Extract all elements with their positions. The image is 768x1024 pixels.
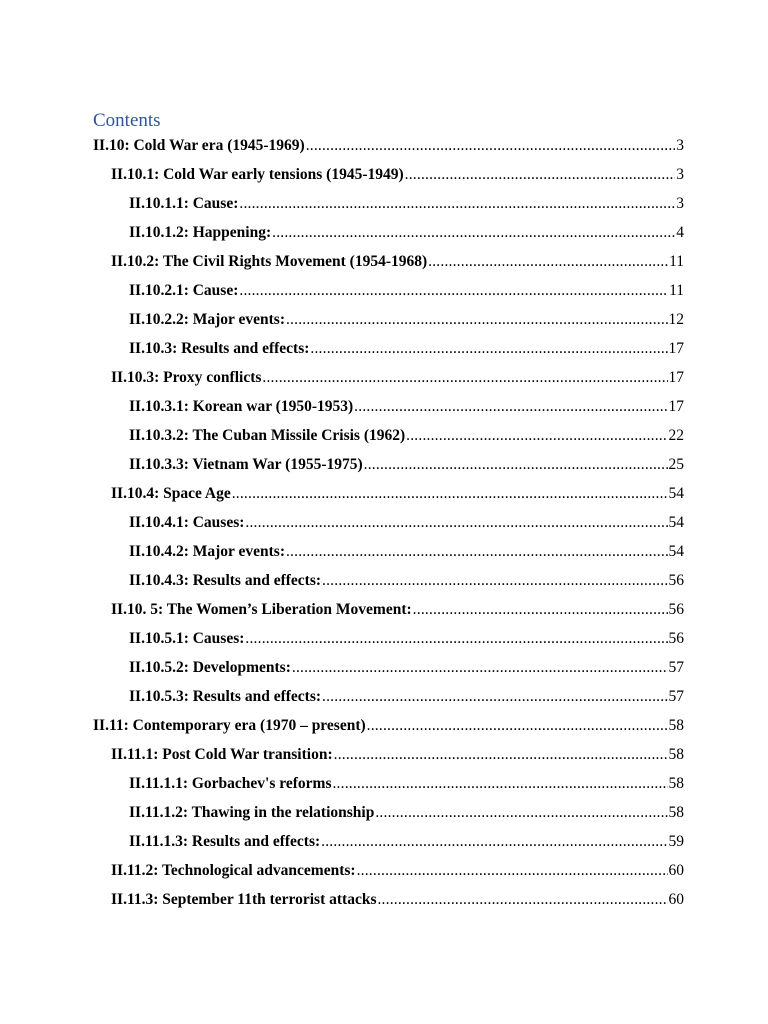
toc-entry-title: II.10.1.2: Happening: [129,223,272,241]
toc-entry-title: II.11.1.3: Results and effects: [129,832,321,850]
toc-dot-leader [306,136,676,156]
toc-entry[interactable] [0,624,768,653]
toc-dot-leader [245,629,667,649]
toc-entry[interactable] [0,479,768,508]
toc-dot-leader [286,542,668,562]
toc-entry-page-number: 57 [668,658,684,676]
toc-entry[interactable] [0,827,768,856]
toc-entry-title: II.11.1: Post Cold War transition: [111,745,333,763]
toc-dot-leader [375,803,667,823]
toc-dot-leader [262,368,667,388]
toc-dot-leader [334,745,668,765]
toc-entry-line [111,368,684,388]
toc-entry-line [129,339,684,359]
toc-dot-leader [377,890,667,910]
toc-dot-leader [332,774,667,794]
toc-entry-line [129,542,684,562]
toc-entry-line [111,890,684,910]
toc-entry-title: II.10.3.1: Korean war (1950-1953) [129,397,354,415]
toc-entry-title: II.11.1.1: Gorbachev's reforms [129,774,332,792]
toc-entry[interactable] [0,276,768,305]
toc-entry-title: II.10.3: Proxy conflicts [111,368,262,386]
toc-entry-line [129,281,684,301]
toc-dot-leader [272,223,675,243]
toc-entry[interactable] [0,885,768,914]
toc-entry-page-number: 56 [668,600,684,618]
toc-entry-title: II.10.5.1: Causes: [129,629,245,647]
toc-dot-leader [405,165,676,185]
toc-entry[interactable] [0,131,768,160]
toc-dot-leader [406,426,667,446]
toc-entry-page-number: 60 [668,861,684,879]
toc-dot-leader [322,687,667,707]
toc-entry-title: II.10.2.2: Major events: [129,310,285,328]
toc-entry[interactable] [0,450,768,479]
table-of-contents [0,131,768,914]
toc-entry[interactable] [0,247,768,276]
toc-entry[interactable] [0,740,768,769]
toc-entry-page-number: 17 [668,339,684,357]
toc-entry-line [129,194,684,214]
toc-dot-leader [357,861,668,881]
toc-entry-line [129,774,684,794]
toc-entry-page-number: 17 [668,397,684,415]
toc-entry-line [111,600,684,620]
toc-entry-line [111,252,684,272]
toc-entry-line [111,861,684,881]
toc-entry-title: II.11: Contemporary era (1970 – present) [93,716,366,734]
toc-entry-line [129,629,684,649]
toc-entry-line [129,310,684,330]
toc-dot-leader [428,252,668,272]
toc-entry[interactable] [0,421,768,450]
toc-entry-line [129,455,684,475]
toc-entry[interactable] [0,595,768,624]
toc-dot-leader [367,716,668,736]
toc-entry-page-number: 60 [668,890,684,908]
toc-entry-title: II.10.5.3: Results and effects: [129,687,322,705]
toc-entry-page-number: 58 [668,716,684,734]
toc-entry[interactable] [0,363,768,392]
toc-entry-line [129,223,684,243]
toc-heading: Contents [93,110,161,131]
toc-entry[interactable] [0,711,768,740]
toc-entry[interactable] [0,218,768,247]
toc-entry-title: II.10.3: Results and effects: [129,339,310,357]
toc-entry-line [129,687,684,707]
toc-entry[interactable] [0,798,768,827]
toc-entry[interactable] [0,856,768,885]
toc-entry[interactable] [0,769,768,798]
toc-entry-line [93,716,684,736]
toc-entry-page-number: 3 [676,136,684,154]
toc-dot-leader [364,455,668,475]
toc-entry[interactable] [0,392,768,421]
toc-dot-leader [245,513,667,533]
toc-dot-leader [232,484,668,504]
toc-entry-line [129,658,684,678]
toc-entry-page-number: 11 [669,252,684,270]
toc-entry-line [129,571,684,591]
toc-entry-title: II.10.3.2: The Cuban Missile Crisis (1962) [129,426,406,444]
toc-entry-title: II.10: Cold War era (1945-1969) [93,136,305,154]
toc-entry-line [93,136,684,156]
toc-entry-title: II.11.3: September 11th terrorist attacks [111,890,377,908]
toc-entry-line [129,513,684,533]
toc-entry-title: II.10.1.1: Cause: [129,194,239,212]
toc-dot-leader [354,397,667,417]
toc-entry-page-number: 17 [668,368,684,386]
toc-entry-page-number: 56 [668,629,684,647]
toc-entry-title: II.10.2.1: Cause: [129,281,239,299]
toc-dot-leader [286,310,668,330]
toc-entry-page-number: 58 [668,774,684,792]
toc-dot-leader [413,600,668,620]
toc-entry[interactable] [0,334,768,363]
toc-entry-page-number: 54 [668,484,684,502]
toc-entry-line [129,426,684,446]
toc-entry-page-number: 3 [676,165,684,183]
toc-entry-title: II.11.1.2: Thawing in the relationship [129,803,375,821]
toc-entry-title: II.11.2: Technological advancements: [111,861,356,879]
toc-entry-page-number: 3 [676,194,684,212]
toc-entry-line [129,397,684,417]
toc-entry[interactable] [0,305,768,334]
toc-entry[interactable] [0,189,768,218]
toc-entry-page-number: 54 [668,542,684,560]
toc-entry-line [129,832,684,852]
toc-entry-line [129,803,684,823]
toc-entry-line [111,484,684,504]
toc-entry-line [111,165,684,185]
toc-dot-leader [321,832,667,852]
toc-entry-title: II.10.4: Space Age [111,484,231,502]
toc-entry-title: II.10.2: The Civil Rights Movement (1954-1968) [111,252,428,270]
toc-entry-page-number: 12 [668,310,684,328]
toc-entry-title: II.10.5.2: Developments: [129,658,291,676]
toc-entry-title: II.10.1: Cold War early tensions (1945-1949) [111,165,404,183]
toc-entry-title: II.10.3.3: Vietnam War (1955-1975) [129,455,363,473]
toc-entry-page-number: 58 [668,803,684,821]
toc-dot-leader [239,281,668,301]
toc-entry-page-number: 58 [668,745,684,763]
toc-dot-leader [310,339,667,359]
toc-entry-page-number: 56 [668,571,684,589]
toc-dot-leader [322,571,667,591]
toc-entry-title: II.10. 5: The Women’s Liberation Movement: [111,600,412,618]
toc-entry-line [111,745,684,765]
toc-entry-page-number: 57 [668,687,684,705]
toc-entry[interactable] [0,537,768,566]
toc-entry-title: II.10.4.3: Results and effects: [129,571,322,589]
toc-entry[interactable] [0,160,768,189]
toc-entry-page-number: 11 [669,281,684,299]
toc-entry[interactable] [0,508,768,537]
toc-entry-page-number: 25 [668,455,684,473]
toc-entry-page-number: 59 [668,832,684,850]
toc-entry-title: II.10.4.2: Major events: [129,542,285,560]
toc-dot-leader [292,658,668,678]
toc-dot-leader [239,194,675,214]
toc-entry-page-number: 4 [676,223,684,241]
toc-entry[interactable] [0,653,768,682]
toc-entry-title: II.10.4.1: Causes: [129,513,245,531]
toc-entry-page-number: 22 [668,426,684,444]
toc-entry[interactable] [0,682,768,711]
toc-entry-page-number: 54 [668,513,684,531]
toc-entry[interactable] [0,566,768,595]
